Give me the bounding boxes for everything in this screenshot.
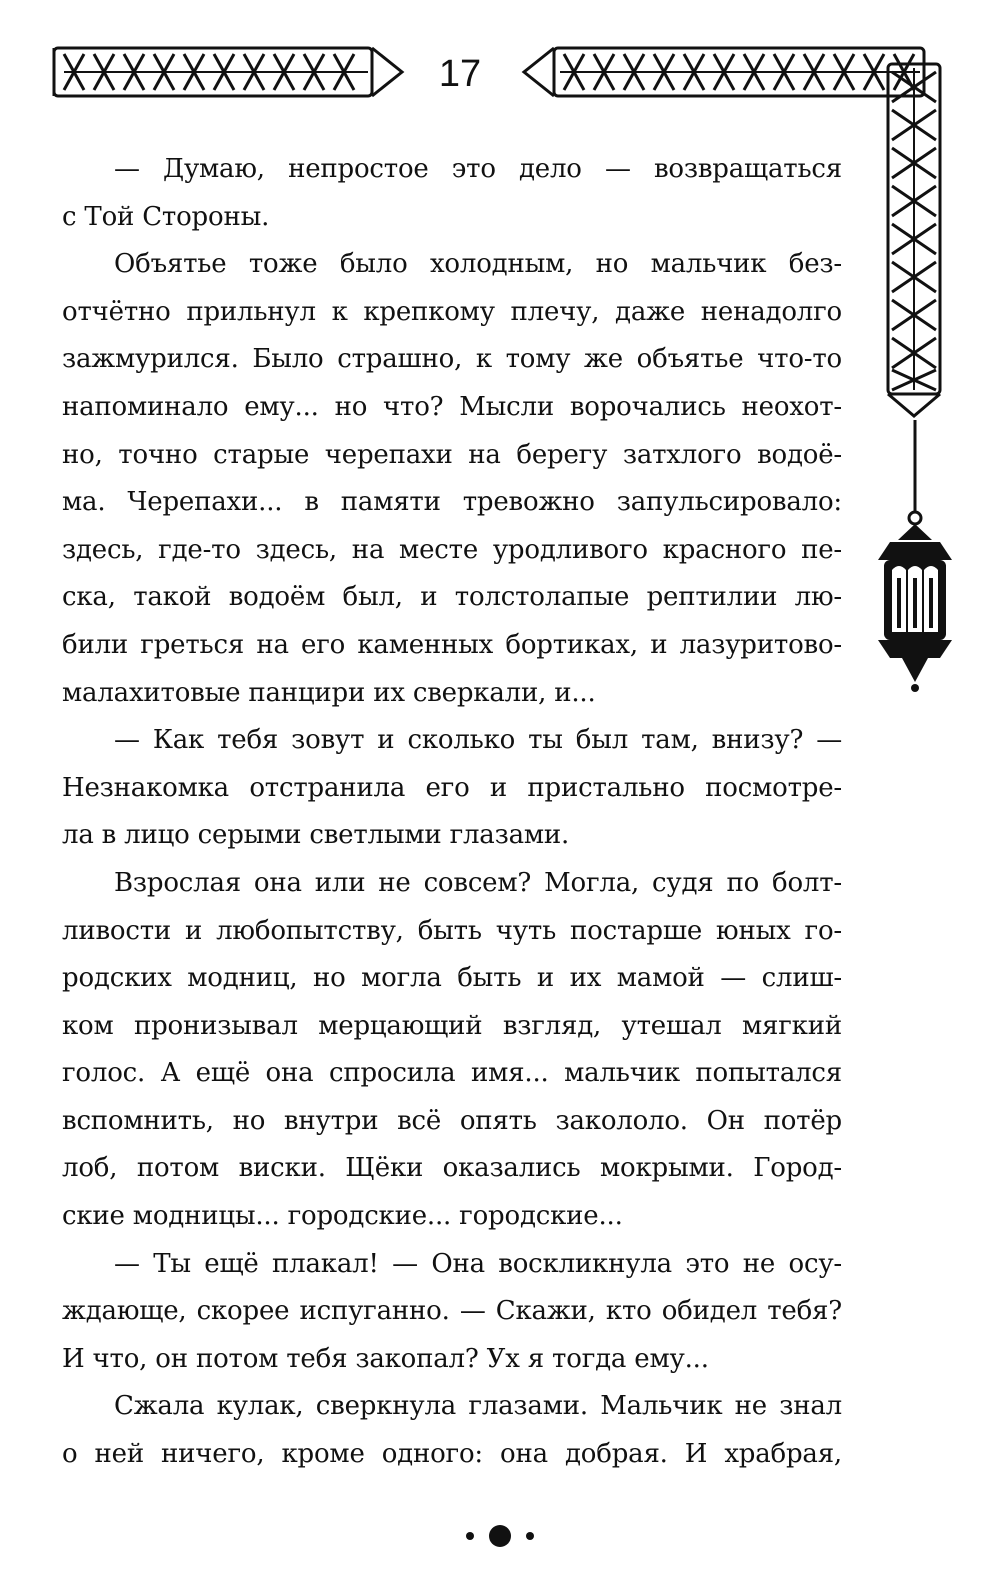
text-line: напоминало ему... но что? Мысли ворочались неохот- [62, 391, 842, 422]
vertical-star-lattice-icon [874, 60, 954, 420]
text-line: здесь, где-то здесь, на месте уродливого красного пе- [62, 534, 842, 565]
text-line: ждающе, скорее испуганно. — Скажи, кто обидел тебя? [62, 1296, 842, 1327]
hanging-lantern-icon [872, 420, 958, 695]
star-lattice-border-icon [50, 40, 410, 104]
text-line: ком пронизывал мерцающий взгляд, утешал мягкий [62, 1010, 842, 1041]
dot-ornament-icon [440, 1516, 560, 1556]
text-line: ские модницы... городские... городские... [62, 1201, 623, 1232]
paragraph [62, 146, 842, 241]
page-number: 17 [438, 53, 482, 95]
text-line: Сжала кулак, сверкнула глазами. Мальчик не знал [114, 1391, 842, 1422]
text-line: зажмурился. Было страшно, к тому же объятье что-то [62, 344, 842, 375]
body-text [62, 146, 842, 1479]
text-line: лоб, потом виски. Щёки оказались мокрыми. Город- [62, 1153, 842, 1184]
text-line: Объятье тоже было холодным, но мальчик без- [114, 249, 842, 280]
text-line: ливости и любопытству, быть чуть постарше юных го- [62, 915, 842, 946]
text-line: били греться на его каменных бортиках, и лазуритово- [62, 629, 842, 660]
text-line: И что, он потом тебя закопал? Ух я тогда ему... [62, 1343, 709, 1374]
text-line: малахитовые панцири их сверкали, и... [62, 677, 596, 708]
paragraph [62, 717, 842, 860]
text-line: ма. Черепахи... в памяти тревожно запульсировало: [62, 487, 842, 518]
text-line: ла в лицо серыми светлыми глазами. [62, 820, 570, 851]
paragraph [62, 860, 842, 1241]
text-line: отчётно прильнул к крепкому плечу, даже ненадолго [62, 296, 842, 327]
text-line: вспомнить, но внутри всё опять закололо. Он потёр [62, 1105, 842, 1136]
text-line: Взрослая она или не совсем? Могла, судя по болт- [114, 867, 842, 898]
text-line: о ней ничего, кроме одного: она добрая. И храбрая, [62, 1439, 842, 1470]
paragraph [62, 241, 842, 717]
text-line: — Ты ещё плакал! — Она воскликнула это не осу- [114, 1248, 842, 1279]
text-line: ска, такой водоём был, и толстолапые рептилии лю- [62, 582, 842, 613]
text-line: — Как тебя зовут и сколько ты был там, внизу? — [114, 725, 842, 756]
paragraph [62, 1383, 842, 1478]
text-line: но, точно старые черепахи на берегу затхлого водоё- [62, 439, 842, 470]
text-line: родских модниц, но могла быть и их мамой — слиш- [62, 963, 842, 994]
text-line: Незнакомка отстранила его и пристально посмотре- [62, 772, 842, 803]
text-line: с Той Стороны. [62, 201, 270, 232]
text-line: — Думаю, непростое это дело — возвращаться [114, 154, 842, 184]
paragraph [62, 1241, 842, 1384]
text-line: голос. А ещё она спросила имя... мальчик попытался [62, 1058, 842, 1089]
